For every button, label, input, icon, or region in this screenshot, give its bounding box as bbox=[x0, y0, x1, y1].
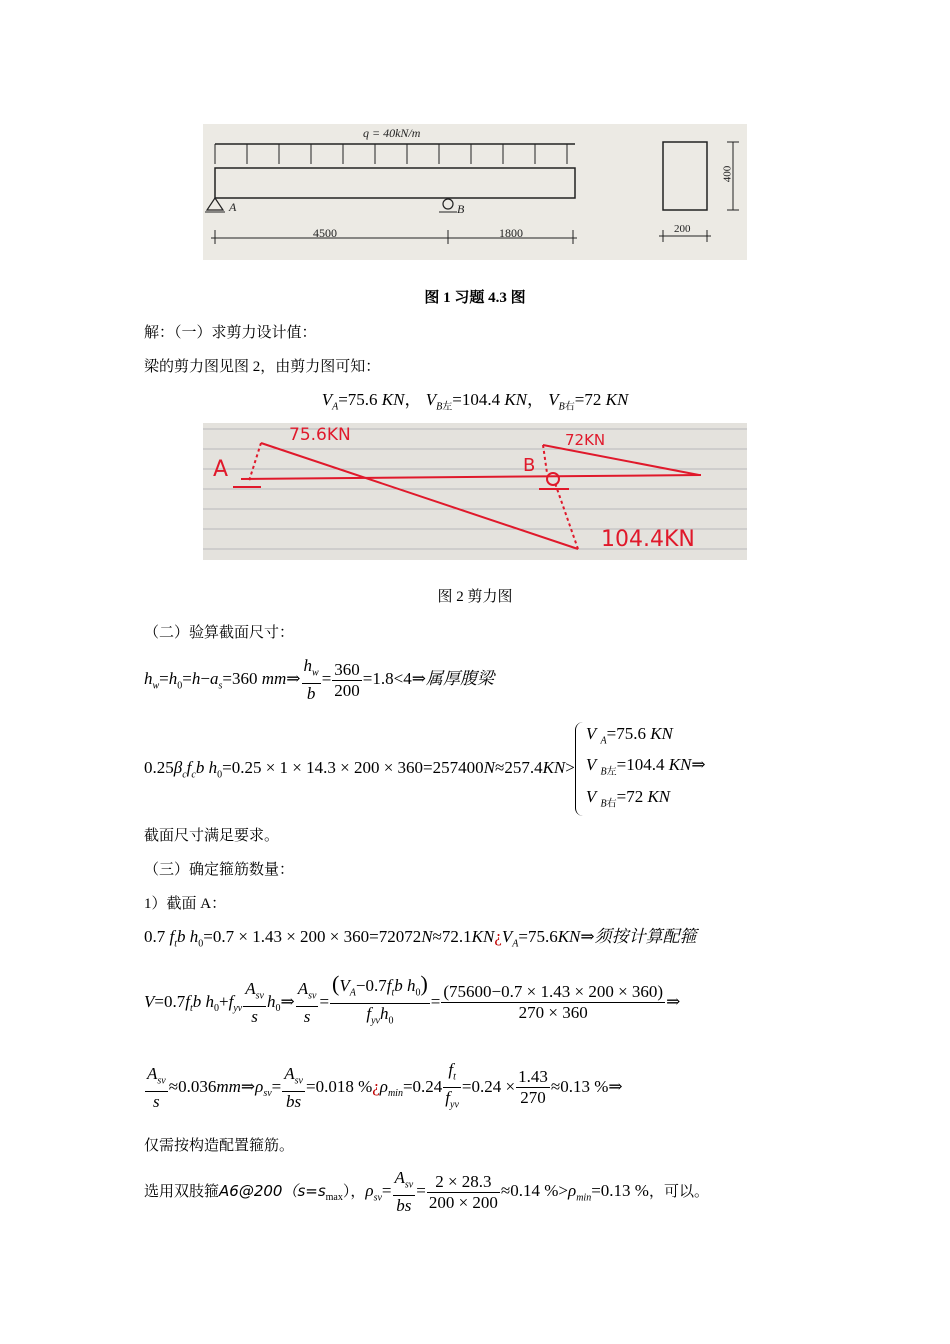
fig2-label-a: A bbox=[213, 457, 229, 482]
figure-1-caption: 图 1 习题 4.3 图 bbox=[424, 290, 526, 306]
eq-concrete-shear: 0.7 $f_tb$ $h_0=0.7 \times 1.43 \times 200$ × $360=72072N\approx 72.1KN¿V_A=75.6KN\Rightarrow$须按计算配箍 bbox=[144, 927, 697, 950]
sec2-conclusion: 截面尺寸满足要求。 bbox=[144, 828, 280, 844]
beam-diagram bbox=[203, 124, 747, 260]
span2-label: 1800 bbox=[499, 226, 523, 240]
fig2-label-v1: 75.6KN bbox=[289, 425, 351, 445]
height-dim-label: 400 bbox=[721, 165, 734, 183]
support-a-label: A bbox=[229, 200, 237, 214]
sec3-note: 仅需按构造配置箍筋。 bbox=[144, 1138, 295, 1154]
eq-hw: $h_w=h_0=h-a_s=360$ mm⇒ $\frac{h_w}{b}$ = $\frac{360}{200}$ =1.8<4⇒属厚腹梁 bbox=[144, 656, 494, 704]
figure-1 bbox=[203, 124, 747, 260]
eq-reinforcement-ratio: $\frac{A_{sv}}{s}$ $\approx 0.036mm\Rightarrow\rho_{sv}=$ $\frac{A_{sv}}{bs}$ =0.018 $\%¿\rho_{min}=0.24$ $\frac{f_t}{f_{yv}}$ =0.24 × $\frac{1.43}{270}$ ≈0.13 %⇒ bbox=[147, 1060, 623, 1112]
sec3-heading: （三）确定箍筋数量： bbox=[144, 862, 295, 878]
support-b-icon bbox=[443, 199, 453, 209]
sec3-sub1: 1）截面 A： bbox=[144, 896, 227, 912]
eq-section-check: $0.25\beta_cf_cb$ $h_0=0.25 \times 1 \times 14.3 \times 200 \times 360=257400N\approx 257.4KN>$ V $_A$=75.6 KN V $_{B左}$=104.4 KN⇒ V $_{B右}$=72 KN bbox=[144, 722, 706, 816]
span1-label: 4500 bbox=[313, 226, 337, 240]
fig2-label-v3: 104.4KN bbox=[601, 527, 695, 552]
sec1-intro: 梁的剪力图见图 2，由剪力图可知： bbox=[144, 359, 381, 375]
support-b-label: B bbox=[457, 202, 465, 216]
figure-2-caption: 图 2 剪力图 bbox=[437, 589, 513, 605]
figure-2 bbox=[203, 423, 747, 560]
shear-values: $V_A=75.6$ KN， $V_{B左}=104.4$ KN， $V_{B右}=72$ KN bbox=[321, 390, 629, 413]
load-label: q = 40kN/m bbox=[363, 126, 421, 140]
eq-final-selection: 选用双肢箍$A6@200(s=s_{max})$，$\rho_{sv}=$ $\frac{A_{sv}}{bs}$ = $\frac{2 \times 28.3}{200 \times 200}$ ≈0.14 $\%>\rho_{min}=0.13$ %，可以。 bbox=[144, 1168, 709, 1216]
cross-section bbox=[663, 142, 707, 210]
support-a-icon bbox=[207, 198, 223, 210]
fig2-label-v2: 72KN bbox=[565, 431, 606, 449]
sec2-heading: （二）验算截面尺寸： bbox=[144, 625, 295, 641]
sec1-heading: 解：（一）求剪力设计值： bbox=[144, 325, 317, 341]
eq-stirrup-calc: $V=0.7f_tb$ $h_0+f_{yv}$ $\frac{A_{sv}}{s}$ $h_0\Rightarrow$ $\frac{A_{sv}}{s}$ = $\frac{(V_A-0.7f_tb h_0)}{f_{yv}h_0}$ = $\frac{(75600-0.7 \times 1.43 \times 200 \times 360)}{270 \times 360}$ ⇒ bbox=[144, 971, 681, 1027]
width-dim-label: 200 bbox=[674, 223, 691, 235]
fig2-label-b: B bbox=[523, 455, 536, 476]
